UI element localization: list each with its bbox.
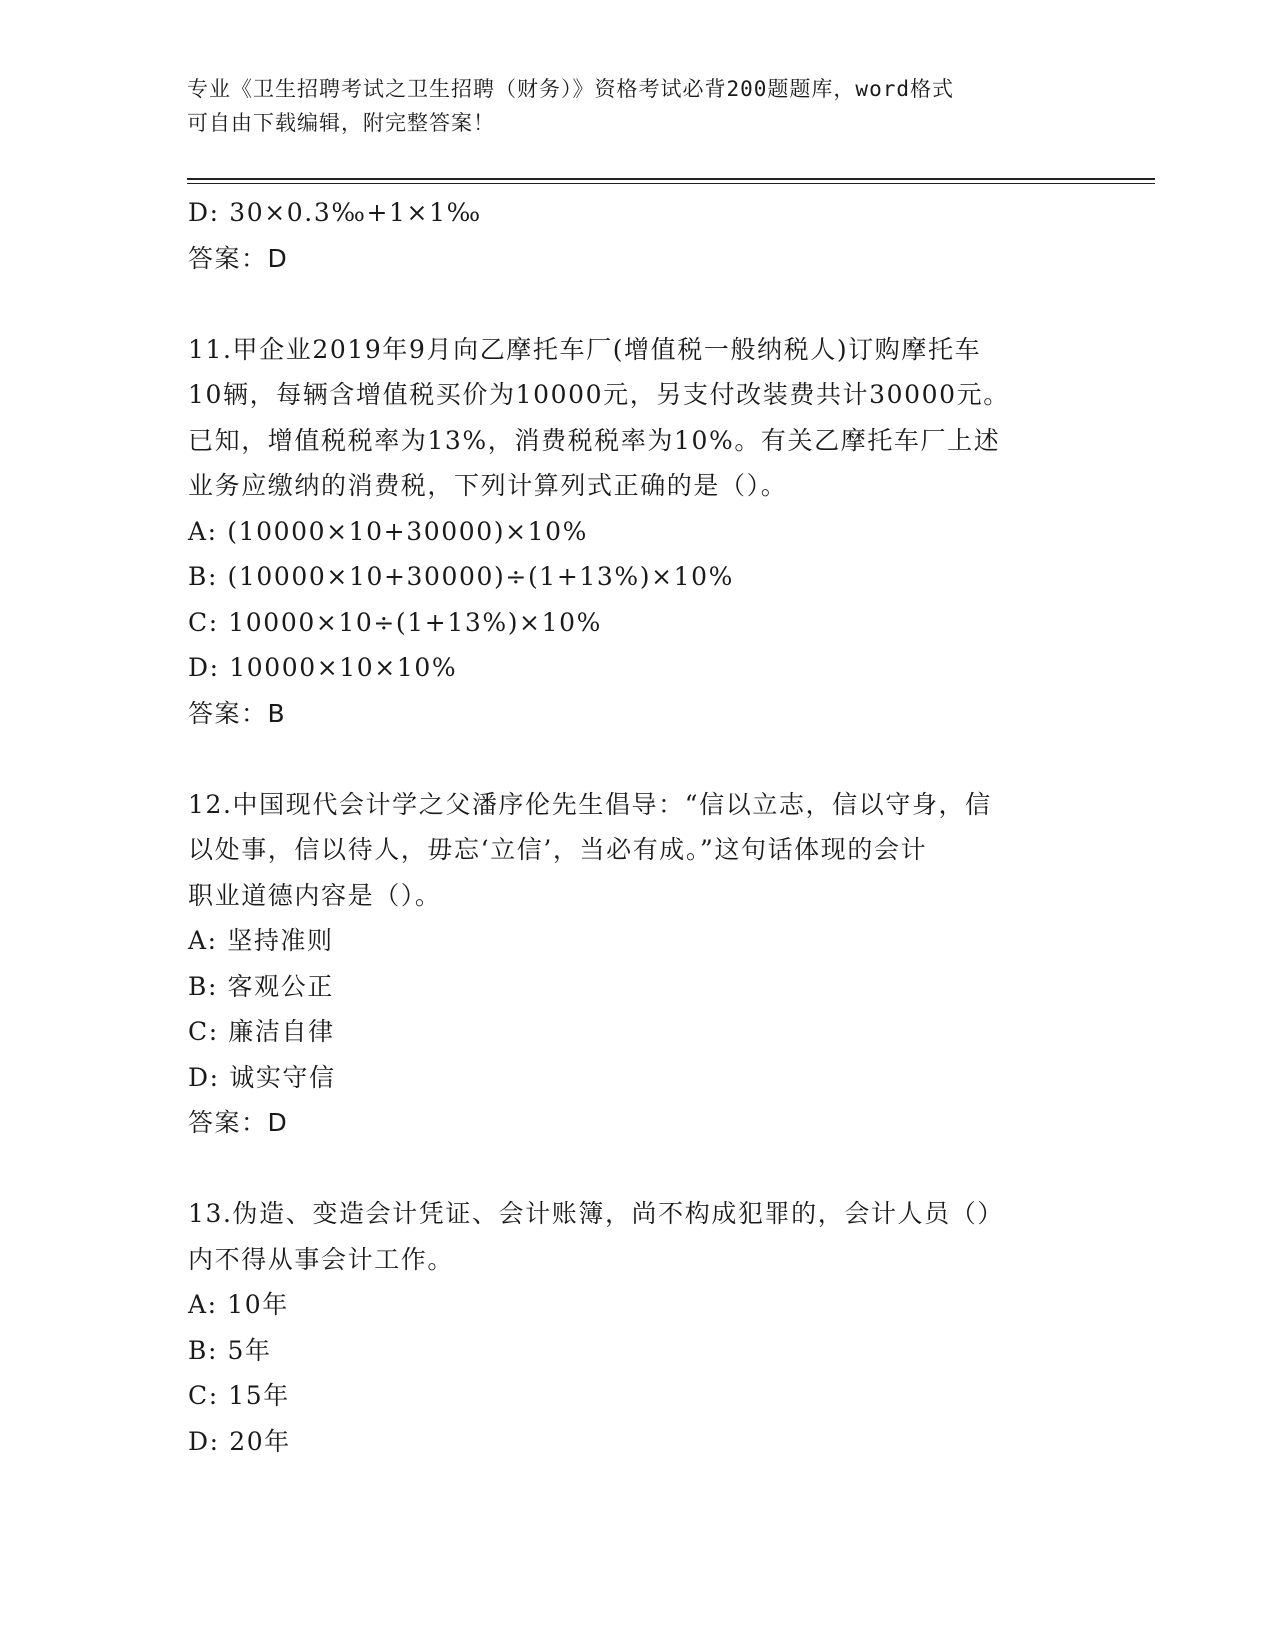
question-text-line: 已知，增值税税率为13%，消费税税率为10%。有关乙摩托车厂上述	[188, 425, 1001, 455]
option-b: B: 客观公正	[188, 971, 334, 1001]
question-text-line: 13.伪造、变造会计凭证、会计账簿，尚不构成犯罪的，会计人员（）	[188, 1199, 1004, 1228]
header-divider-thin	[187, 183, 1155, 184]
option-d: D: 诚实守信	[188, 1062, 336, 1092]
option-c: C: 廉洁自律	[188, 1017, 335, 1046]
answer-line: 答案：B	[188, 698, 287, 728]
question-text-line: 职业道德内容是（）。	[188, 880, 442, 910]
option-d: D: 30×0.3‰+1×1‰	[188, 198, 482, 227]
option-b: B: (10000×10+30000)÷(1+13%)×10%	[188, 562, 734, 591]
page-header	[187, 72, 1077, 140]
option-b: B: 5年	[188, 1335, 272, 1365]
header-divider	[187, 178, 1155, 180]
question-13	[188, 1191, 1088, 1464]
question-text-line: 内不得从事会计工作。	[188, 1244, 455, 1274]
question-list	[188, 190, 1088, 1464]
spacer	[188, 281, 1088, 327]
option-c: C: 10000×10÷(1+13%)×10%	[188, 607, 602, 637]
header-title-line-2: 可自由下载编辑，附完整答案！	[187, 111, 495, 135]
header-title-line-1: 专业《卫生招聘考试之卫生招聘（财务）》资格考试必背200题题库，word格式	[187, 77, 954, 101]
spacer	[188, 736, 1088, 782]
question-text-line: 业务应缴纳的消费税，下列计算列式正确的是（）。	[188, 471, 788, 500]
spacer	[188, 1146, 1088, 1192]
option-d: D: 10000×10×10%	[188, 653, 458, 682]
option-a: A: 坚持准则	[188, 926, 334, 955]
option-c: C: 15年	[188, 1381, 290, 1410]
answer-line: 答案：D	[188, 243, 289, 273]
question-text-line: 12.中国现代会计学之父潘序伦先生倡导：“信以立志，信以守身，信	[188, 789, 992, 819]
question-12	[188, 782, 1088, 1146]
option-a: A: (10000×10+30000)×10%	[188, 516, 589, 546]
question-text-line: 11.甲企业2019年9月向乙摩托车厂(增值税一般纳税人)订购摩托车	[188, 334, 982, 364]
question-text-line: 10辆，每辆含增值税买价为10000元，另支付改装费共计30000元。	[188, 380, 1010, 409]
option-a: A: 10年	[188, 1290, 289, 1319]
option-d: D: 20年	[188, 1426, 291, 1456]
answer-line: 答案：D	[188, 1108, 289, 1137]
previous-question-tail	[188, 190, 1088, 281]
question-11	[188, 327, 1088, 737]
question-text-line: 以处事，信以待人，毋忘‘立信’，当必有成。”这句话体现的会计	[188, 835, 928, 864]
